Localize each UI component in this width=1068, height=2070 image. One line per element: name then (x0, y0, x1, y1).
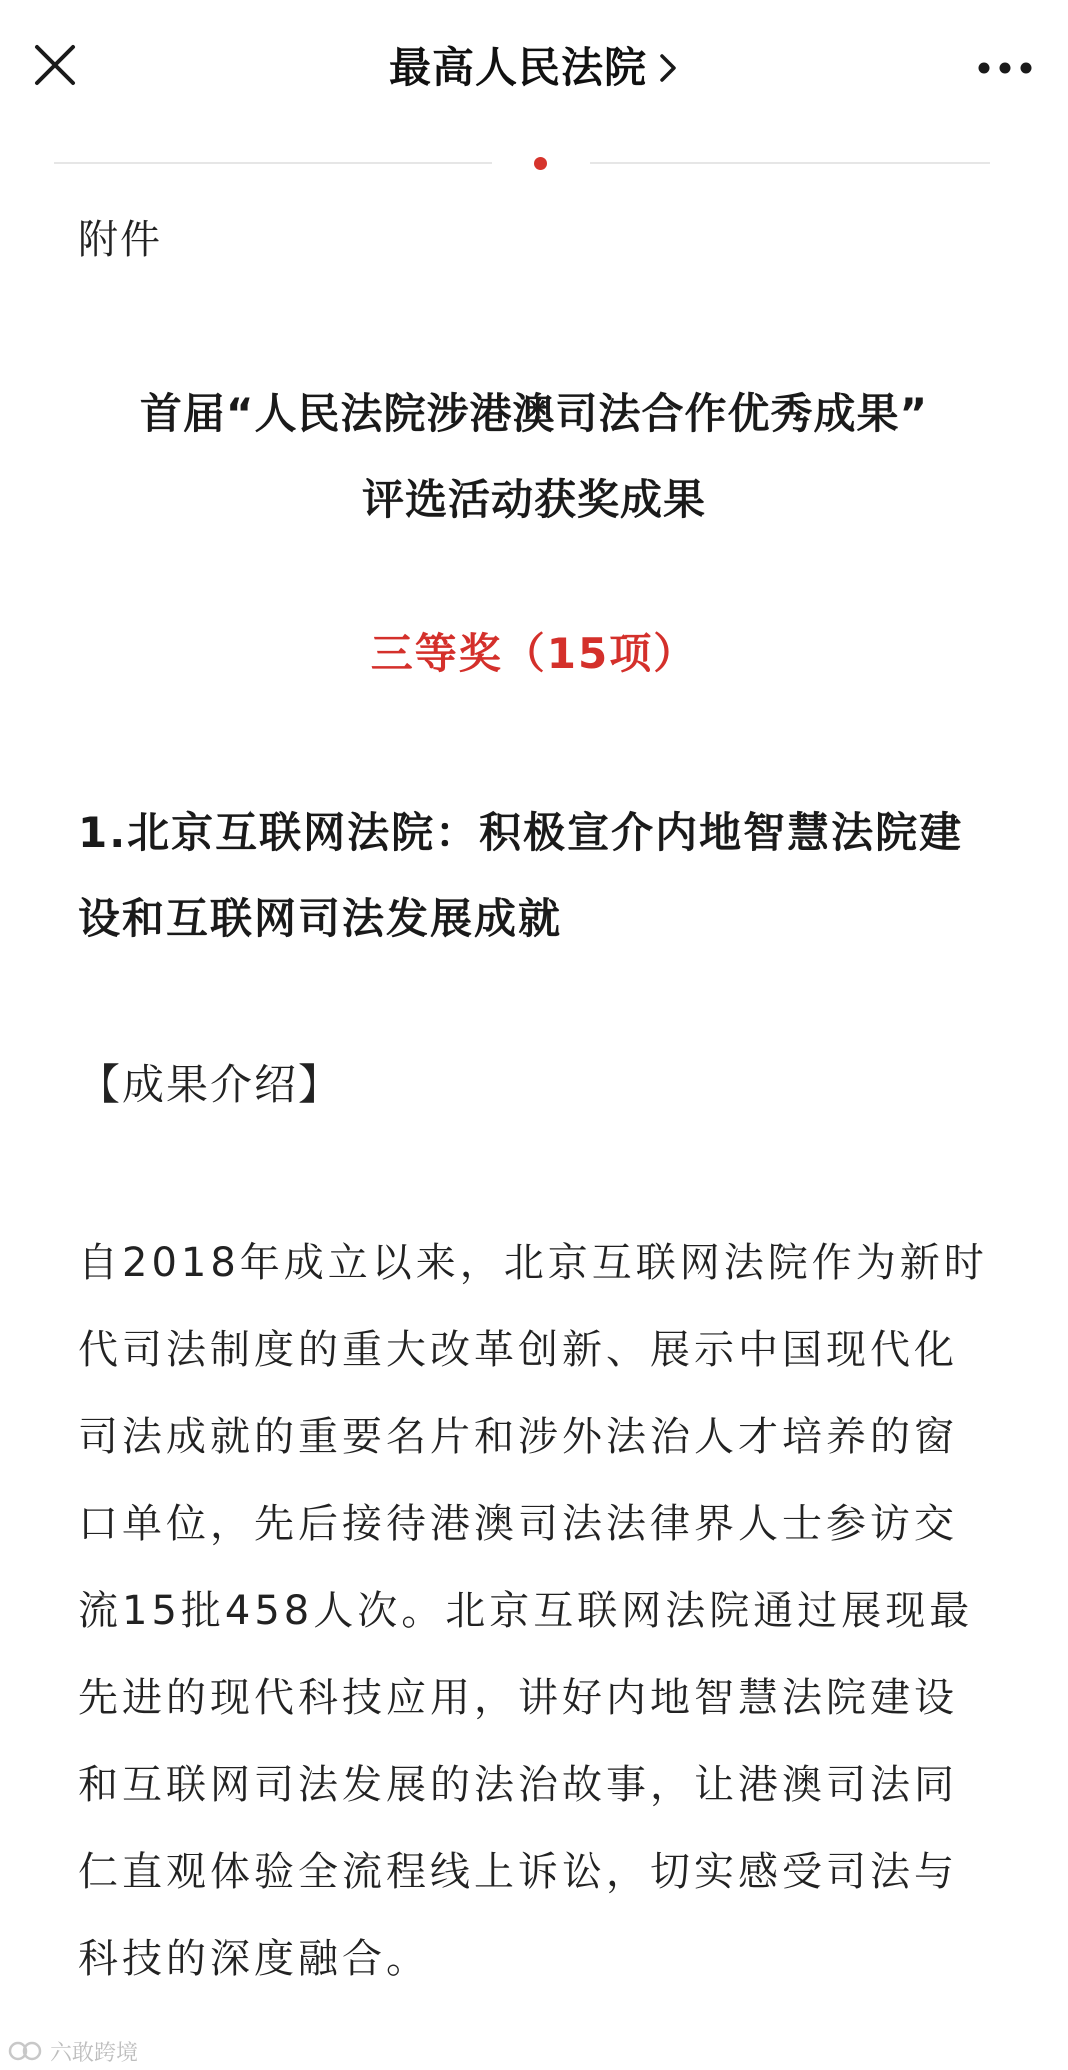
paragraph-line: 仁直观体验全流程线上诉讼，切实感受司法与 (78, 1849, 958, 1895)
award-level-heading: 三等奖（15项） (370, 629, 698, 678)
paragraph-line: 和互联网司法发展的法治故事，让港澳司法同 (78, 1762, 958, 1808)
award-item-title-line: 1.北京互联网法院：积极宣介内地智慧法院建 (78, 808, 964, 857)
account-name-link[interactable] (389, 40, 679, 96)
chevron-right-icon (657, 51, 679, 85)
nav-title-area (0, 40, 1068, 96)
watermark-text: 六敢跨境 (50, 2040, 139, 2066)
account-name: 最高人民法院 (388, 43, 647, 92)
more-horizontal-icon[interactable] (976, 48, 1034, 88)
paragraph-line: 自2018年成立以来，北京互联网法院作为新时 (78, 1240, 988, 1286)
award-item-title (78, 790, 1008, 962)
watermark (8, 2036, 138, 2066)
paragraph-line: 先进的现代科技应用，讲好内地智慧法院建设 (78, 1675, 958, 1721)
paragraph-line: 代司法制度的重大改革创新、展示中国现代化 (78, 1327, 958, 1373)
introduction-paragraph (78, 1220, 1018, 2003)
divider-left (54, 162, 492, 164)
paragraph-line: 司法成就的重要名片和涉外法治人才培养的窗 (78, 1414, 958, 1460)
watermark-logo-icon (8, 2038, 44, 2064)
paragraph-line: 口单位，先后接待港澳司法法律界人士参访交 (78, 1501, 958, 1547)
document-title-line-1: 首届“人民法院涉港澳司法合作优秀成果” (139, 389, 929, 438)
document-title-line-2: 评选活动获奖成果 (361, 475, 706, 524)
paragraph-line: 科技的深度融合。 (78, 1936, 430, 1982)
award-item-title-line: 设和互联网司法发展成就 (78, 894, 563, 943)
top-nav-bar (0, 0, 1068, 138)
attachment-label: 附件 (78, 217, 162, 263)
paragraph-line: 流15批458人次。北京互联网法院通过展现最 (78, 1588, 974, 1634)
divider-dot (534, 157, 547, 170)
divider-right (590, 162, 990, 164)
section-label: 【成果介绍】 (78, 1060, 343, 1109)
close-icon[interactable] (30, 40, 80, 90)
